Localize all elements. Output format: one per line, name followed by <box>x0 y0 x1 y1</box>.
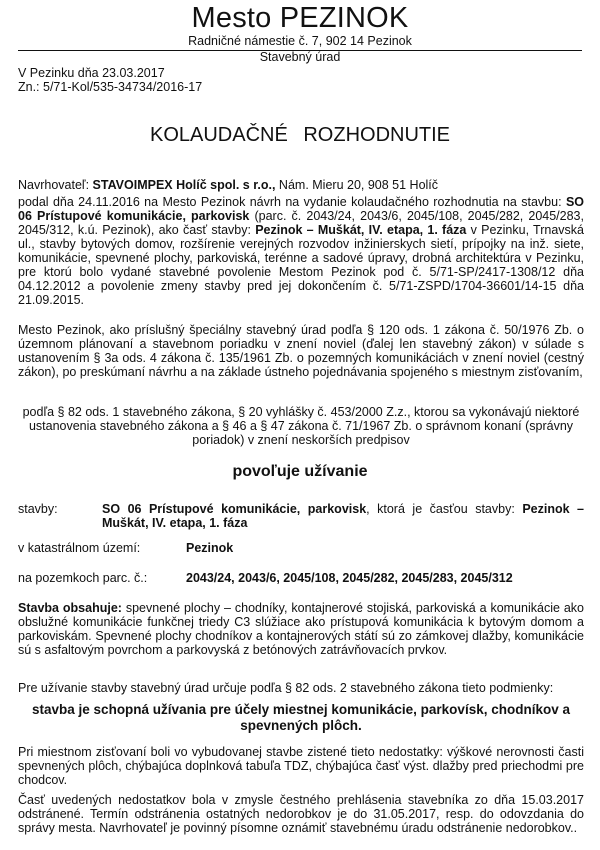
contents-text: spevnené plochy – chodníky, kontajnerové stojiská, parkoviská a komunikácie ako obslužné komunikácie funkčnej triedy C3 slúžiace ako prístupová komunikácia k bytovým domom a parkoviskám. Spevnené plochy chodníkov a kontajnerových státí sú zo zámkovej dlažby, komunikácie sú s asfaltovým povrchom a parkovyská z betónových zatrávňovacích prvkov. <box>18 601 584 657</box>
contents-label: Stavba obsahuje: <box>18 601 122 615</box>
usage-condition: stavba je schopná užívania pre účely miestnej komunikácie, parkovísk, chodníkov a spevnených plôch. <box>32 702 570 733</box>
stavby-value <box>102 502 584 530</box>
applicant-address: Nám. Mieru 20, 908 51 Holíč <box>278 178 439 192</box>
decision-statement: povoľuje užívanie <box>232 463 368 480</box>
conditions-intro: Pre užívanie stavby stavebný úrad určuje podľa § 82 ods. 2 stavebného zákona tieto podmienky: <box>18 681 554 695</box>
document-heading: KOLAUDAČNÉ ROZHODNUTIE <box>149 124 451 146</box>
parcels-value: 2043/24, 2043/6, 2045/108, 2045/282, 2045/283, 2045/312 <box>186 571 513 585</box>
authority-paragraph: Mesto Pezinok, ako príslušný špeciálny stavebný úrad podľa § 120 ods. 1 zákona č. 50/1976 Zb. o územnom plánovaní a stavebnom poriadku v znení noviel (ďalej len stavebný zákon) v súlade s ustanovením § 3a ods. 4 zákona č. 135/1961 Zb. o pozemných komunikáciách v znení noviel (cestný zákon), po preskúmaní návrhu a na základe ústneho pojednávania spojeného s miestnym zisťovaním, <box>18 323 584 379</box>
office-name: Stavebný úrad <box>259 50 341 64</box>
stavby-label: stavby: <box>18 502 58 516</box>
municipality-title: Mesto PEZINOK <box>191 2 409 34</box>
remedy-paragraph: Časť uvedených nedostatkov bola v zmysle čestného prehlásenia stavebníka zo dňa 15.03.2017 odstránené. Termín odstránenia ostatných nedorobkov je do 31.05.2017, resp. do odovzdania do správy mesta. Navrhovateľ je povinný písomne oznámiť stavebnému úradu odstránenie nedorobkov.. <box>18 793 584 835</box>
application-paragraph <box>18 195 584 307</box>
cadastral-label: v katastrálnom území: <box>18 541 141 555</box>
municipality-address: Radničné námestie č. 7, 902 14 Pezinok <box>188 34 412 48</box>
p1-parent-project: Pezinok – Muškát, IV. etapa, 1. fáza <box>255 223 467 237</box>
stavby-parent: Pezinok – Muškát, IV. etapa, 1. fáza <box>102 502 585 530</box>
construction-contents <box>18 601 584 657</box>
stavby-row <box>18 502 584 530</box>
p1-text-a: podal dňa 24.11.2016 na Mesto Pezinok návrh na vydanie kolaudačného rozhodnutia na stavbu: <box>18 195 566 209</box>
stavby-project: SO 06 Prístupové komunikácie, parkovisk <box>102 502 367 516</box>
p1-text-e: v Pezinku, Trnavská ul., stavby bytových domov, rozšírenie verejných rozvodov inžinierskych sietí, prípojky na inž. siete, komunikácie, spevnené plochy, parkoviská, terénne a sadové úpravy, drobná architektúra v Pezinku, pre ktorú bolo vydané stavebné povolenie Mestom Pezinok pod č. 5/71-SP/2417-1308/12 dňa 04.12.2012 a povolenie zmeny stavby pred jej dokončením č. 5/71-ZSPD/1704-36601/14-15 dňa 21.09.2015. <box>18 223 585 307</box>
p1-project-name: SO 06 Prístupové komunikácie, parkovisk <box>18 195 584 223</box>
applicant-name: STAVOIMPEX Holíč spol. s r.o., <box>92 178 276 192</box>
date-line: V Pezinku dňa 23.03.2017 <box>18 66 165 80</box>
applicant-line <box>18 178 584 192</box>
stavby-mid: , ktorá je časťou stavby: <box>366 502 523 516</box>
parcels-label: na pozemkoch parc. č.: <box>18 571 148 585</box>
applicant-label: Navrhovateľ: <box>18 178 90 192</box>
reference-number: Zn.: 5/71-Kol/535-34734/2016-17 <box>18 80 203 94</box>
legal-basis-paragraph: podľa § 82 ods. 1 stavebného zákona, § 20 vyhlášky č. 453/2000 Z.z., ktorou sa vykonávajú niektoré ustanovenia stavebného zákona a § 46 a § 47 zákona č. 71/1967 Zb. o správnom konaní (správny poriadok) v znení neskorších predpisov <box>22 405 580 447</box>
p1-text-c: (parc. č. 2043/24, 2043/6, 2045/108, 2045/282, 2045/283, 2045/312, k.ú. Pezinok), ako časť stavby: <box>18 209 584 237</box>
defects-paragraph: Pri miestnom zisťovaní boli vo vybudovanej stavbe zistené tieto nedostatky: výškové nerovnosti časti spevnených plôch, chýbajúca doplnková tabuľa TDZ, chýbajúca časť výst. dlažby pred priechodmi pre chodcov. <box>18 745 584 787</box>
cadastral-value: Pezinok <box>186 541 234 555</box>
